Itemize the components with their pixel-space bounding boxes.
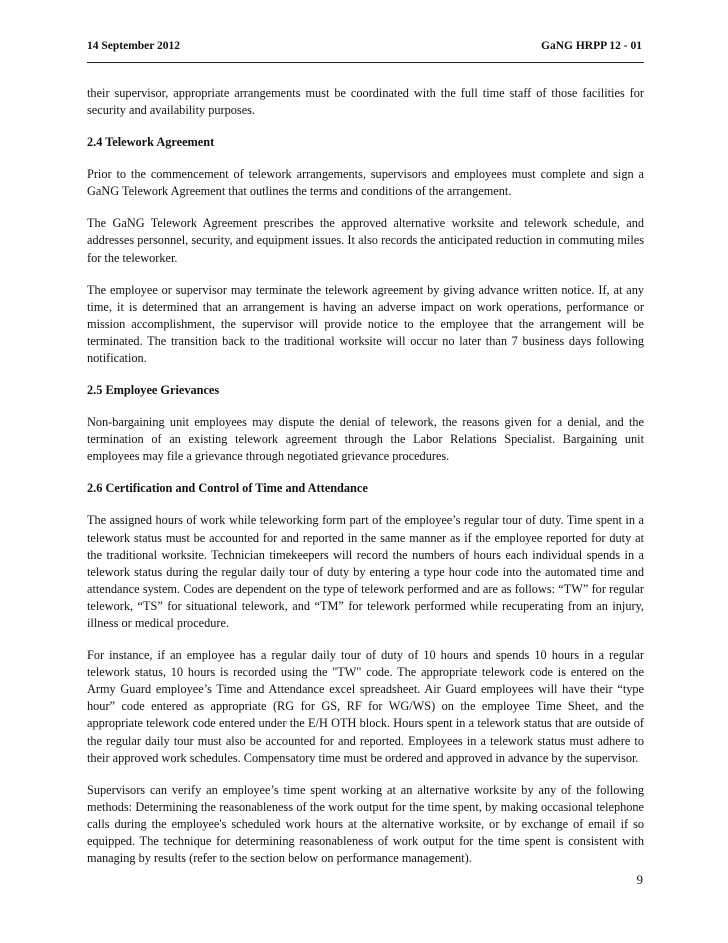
page-header xyxy=(87,40,644,63)
page-number: 9 xyxy=(636,872,643,887)
header-date: 14 September 2012 xyxy=(87,40,181,52)
paragraph-grievances: Non-bargaining unit employees may dispute the denial of telework, the reasons given for a denial, and the termination of an existing telework agreement through the Labor Relations Specialist. Bargaining unit employees may file a grievance through negotiated grievance procedures. xyxy=(87,415,644,464)
paragraph-agreement-requirement: Prior to the commencement of telework arrangements, supervisors and employees must complete and sign a GaNG Telework Agreement that outlines the terms and conditions of the arrangement. xyxy=(87,167,644,199)
paragraph-agreement-termination: The employee or supervisor may terminate the telework agreement by giving advance written notice. If, at any time, it is determined that an arrangement is having an adverse impact on work operations, performance or mission accomplishment, the supervisor will provide notice to the employee that the arrangement will be terminated. The transition back to the traditional worksite will occur no later than 7 business days following notification. xyxy=(87,282,644,366)
section-heading-2-4: 2.4 Telework Agreement xyxy=(87,135,215,150)
paragraph-continuation: their supervisor, appropriate arrangements must be coordinated with the full time staff of those facilities for security and availability purposes. xyxy=(87,86,644,118)
paragraph-time-attendance: The assigned hours of work while teleworking form part of the employee’s regular tour of duty. Time spent in a telework status must be accounted for and reported in the same manner as if the employee reported for duty at the traditional worksite. Technician timekeepers will record the numbers of hours each individual spends in a telework status during the regular daily tour of duty by entering a type hour code into the automated time and attendance system. Codes are dependent on the type of telework performed and are as follows: “TW” for regular telework, “TS” for situational telework, and “TM” for telework performed while recuperating from an injury, illness or medical procedure. xyxy=(87,513,644,630)
paragraph-agreement-contents: The GaNG Telework Agreement prescribes the approved alternative worksite and telework schedule, and addresses personnel, security, and equipment issues. It also records the anticipated reduction in commuting miles for the teleworker. xyxy=(87,216,644,265)
paragraph-verification: Supervisors can verify an employee’s time spent working at an alternative worksite by any of the following methods: Determining the reasonableness of the work output for the time spent, by making occasional telephone calls during the employee's scheduled work hours at the alternative worksite, or by exchange of email if so equipped. The technique for determining reasonableness of work output for the time spent is consistent with managing by results (refer to the section below on performance management). xyxy=(87,782,644,866)
paragraph-time-example: For instance, if an employee has a regular daily tour of duty of 10 hours and spends 10 hours in a regular telework status, 10 hours is recorded using the "TW" code. The appropriate telework code is entered on the Army Guard employee’s Time and Attendance excel spreadsheet. Air Guard employees will have their “type hour” code entered as appropriate (RG for GS, RF for WG/WS) on the employee Time Sheet, and the appropriate telework code entered under the E/H OTH block. Hours spent in a telework status that are outside of the regular daily tour must also be accounted for and reported. Employees in a telework status must adhere to their approved work schedules. Compensatory time must be ordered and approved in advance by the supervisor. xyxy=(87,648,644,765)
section-heading-2-5: 2.5 Employee Grievances xyxy=(87,383,220,398)
header-doc-id: GaNG HRPP 12 - 01 xyxy=(541,40,642,52)
section-heading-2-6: 2.6 Certification and Control of Time and Attendance xyxy=(87,481,368,496)
page-body xyxy=(87,85,644,882)
